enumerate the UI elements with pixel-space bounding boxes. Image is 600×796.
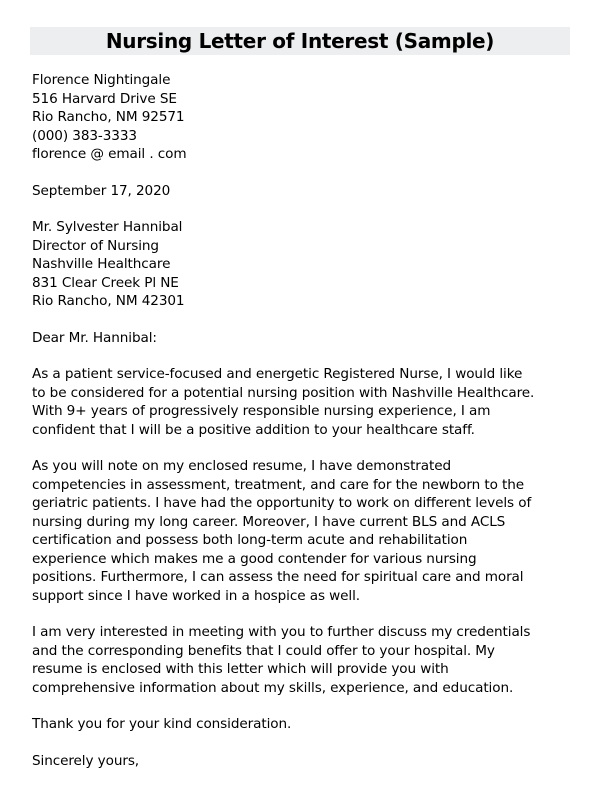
sender-phone: (000) 383-3333	[32, 127, 137, 144]
recipient-street: 831 Clear Creek Pl NE	[32, 274, 179, 291]
recipient-company: Nashville Healthcare	[32, 256, 171, 272]
salutation: Dear Mr. Hannibal:	[32, 329, 157, 346]
paragraph-line: As a patient service-focused and energetic Registered Nurse, I would like	[32, 366, 523, 382]
paragraph-line: resume is enclosed with this letter which will provide you with	[32, 661, 449, 677]
paragraph-intro	[32, 365, 580, 439]
paragraph-line: and the corresponding benefits that I could offer to your hospital. My	[32, 642, 495, 659]
sender-city: Rio Rancho, NM 92571	[32, 109, 185, 125]
paragraph-line: nursing during my long career. Moreover, I have current BLS and ACLS	[32, 513, 506, 530]
sender-street: 516 Harvard Drive SE	[32, 90, 177, 107]
letter-date-block	[32, 182, 580, 201]
salutation-block	[32, 329, 580, 348]
sender-address	[32, 71, 580, 164]
paragraph-line: experience which makes me a good contender for various nursing	[32, 550, 477, 567]
paragraph-line: geriatric patients. I have had the opportunity to work on different levels of	[32, 495, 532, 511]
closing-line: Sincerely yours,	[32, 752, 140, 769]
letter-body	[32, 71, 580, 770]
title-banner	[30, 27, 570, 55]
recipient-name: Mr. Sylvester Hannibal	[32, 219, 183, 235]
recipient-city: Rio Rancho, NM 42301	[32, 293, 185, 309]
paragraph-line: comprehensive information about my skills, experience, and education.	[32, 679, 514, 696]
page-title: Nursing Letter of Interest (Sample)	[105, 29, 495, 53]
letter-date: September 17, 2020	[32, 182, 171, 199]
paragraph-thanks	[32, 715, 580, 734]
closing	[32, 752, 580, 771]
sender-email: florence @ email . com	[32, 146, 187, 162]
paragraph-qualifications	[32, 457, 580, 605]
paragraph-line: to be considered for a potential nursing position with Nashville Healthcare.	[32, 384, 535, 401]
paragraph-line: With 9+ years of progressively responsible nursing experience, I am	[32, 403, 491, 419]
paragraph-line: positions. Furthermore, I can assess the need for spiritual care and moral	[32, 569, 524, 585]
sender-name: Florence Nightingale	[32, 72, 171, 88]
paragraph-line: As you will note on my enclosed resume, I have demonstrated	[32, 458, 452, 474]
recipient-title: Director of Nursing	[32, 237, 159, 254]
paragraph-line: Thank you for your kind consideration.	[32, 716, 292, 732]
paragraph-interest	[32, 623, 580, 697]
paragraph-line: competencies in assessment, treatment, and care for the newborn to the	[32, 476, 525, 493]
paragraph-line: certification and possess both long-term acute and rehabilitation	[32, 532, 468, 548]
recipient-address	[32, 218, 580, 311]
paragraph-line: support since I have worked in a hospice as well.	[32, 587, 361, 604]
paragraph-line: confident that I will be a positive addition to your healthcare staff.	[32, 421, 475, 438]
paragraph-line: I am very interested in meeting with you to further discuss my credentials	[32, 624, 531, 640]
